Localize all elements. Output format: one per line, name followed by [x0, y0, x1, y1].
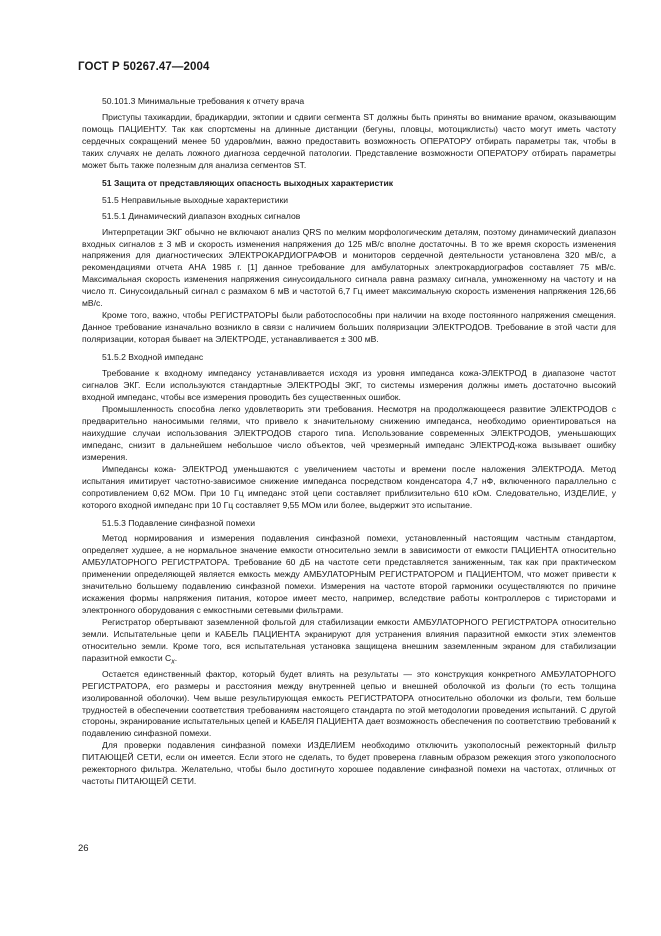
paragraph: Импедансы кожа- ЭЛЕКТРОД уменьшаются с увеличением частоты и времени после наложения ЭЛЕКТРОДА. Метод испытания имитирует частотно-зависимое снижение импеданса посредством конденсатора 4,7 нФ, включенного параллельно с сопротивлением 0,62 МОм. При 10 Гц импеданс этой цепи составляет приблизительно 610 кОм. Следовательно, ИЗДЕЛИЕ, у которого входной импеданс при 10 Гц составляет 9,55 МОм или более, выдержит это испытание. [82, 463, 616, 510]
document-body [82, 96, 616, 788]
page-number: 26 [78, 843, 89, 854]
section-heading-50-101-3: 50.101.3 Минимальные требования к отчету врача [102, 96, 305, 106]
cx-suffix: . [174, 652, 178, 663]
paragraph: Метод нормирования и измерения подавления синфазной помехи, установленный настоящим частным стандартом, определяет худшее, а не нормальное значение емкости относительно земли в зависимости от емкости ПАЦИЕНТА относительно АМБУЛАТОРНОГО РЕГИСТРАТОРА. Требование 60 дБ на частоте сети представляется заниженным, так как при практическом применении определяющей является емкость между АМБУЛАТОРНЫМ РЕГИСТРАТОРОМ и ПАЦИЕНТОМ, что может привести к значительно большему подавлению синфазной помехи. Измерения на частоте второй гармоники осуществляются по причине искажения формы напряжения питания, которое имеет место, например, вследствие работы контроллеров с тиристорами и электронного оборудования с емкостными сетевыми фильтрами. [82, 533, 616, 616]
paragraph: Интерпретации ЭКГ обычно не включают анализ QRS по мелким морфологическим деталям, поэтому динамический диапазон входных сигналов ± 3 мВ и скорость изменения напряжения до 125 мВ/с вполне достаточны. В то же время скорость изменения напряжения для диагностических ЭЛЕКТРОКАРДИОГРАФОВ и мониторов сердечной деятельности установлена 320 мВ/с, а рекомендациями отчета АНА 1985 г. [1] данное требование для амбулаторных электрокардиографов составляет 75 мВ/с. Максимальная скорость изменения напряжения синусоидального сигнала равна размаху сигнала, умноженному на частоту и на число π. Синусоидальный сигнал с размахом 6 мВ и частотой 6,7 Гц имеет максимальную скорость изменения напряжения 126,66 мВ/с. [82, 226, 616, 309]
section-heading-51: 51 Защита от представляющих опасность выходных характеристик [102, 177, 394, 188]
paragraph: Приступы тахикардии, брадикардии, эктопии и сдвиги сегмента ST должны быть приняты во внимание врачом, оказывающим помощь ПАЦИЕНТУ. Так как спортсмены на длинные дистанции (бегуны, пловцы, мотоциклисты) часто могут иметь частоту сердечных сокращений менее 50 ударов/мин, важно предоставить возможность ОПЕРАТОРУ отбирать параметры так, чтобы в таких случаях не делать ложного диагноза сердечной патологии. Представление возможности ОПЕРАТОРУ отбирать параметры может быть также полезным для анализа сегментов ST. [82, 111, 616, 170]
paragraph-text: Регистратор обертывают заземленной фольгой для стабилизации емкости АМБУЛАТОРНОГО РЕГИСТРАТОРА относительно земли. Испытательные цепи и КАБЕЛЬ ПАЦИЕНТА экранируют для устранения влияния паразитной емкости этих элементов относительно земли. Кроме того, вся испытательная установка защищена внешним заземленным экраном для стабилизации паразитной емкости C [82, 617, 616, 663]
section-heading-51-5-1: 51.5.1 Динамический диапазон входных сигналов [102, 210, 301, 221]
section-heading-51-5-3: 51.5.3 Подавление синфазной помехи [102, 517, 255, 528]
paragraph: Требование к входному импедансу устанавливается исходя из уровня импеданса кожа-ЭЛЕКТРОД в диапазоне частот сигналов ЭКГ. Если используются стандартные ЭЛЕКТРОДЫ ЭКГ, то системы измерения должны иметь достаточно высокий входной импеданс, чтобы все измерения проводить без существенных ошибок. [82, 368, 616, 402]
paragraph-with-cx [82, 617, 616, 669]
paragraph: Промышленность способна легко удовлетворить эти требования. Несмотря на продолжающееся развитие ЭЛЕКТРОДОВ с предварительно наносимыми гелями, что привело к значительному снижению импеданса, необходимо ориентироваться на наихудшие случаи использования ЭЛЕКТРОДОВ старого типа. Использование современных ЭЛЕКТРОДОВ, уменьшающих импеданс, снизит в дальнейшем небольшое число объектов, чей чрезмерный импеданс ЭЛЕКТРОД-кожа вызывает ошибку измерения. [82, 403, 616, 462]
paragraph: Кроме того, важно, чтобы РЕГИСТРАТОРЫ были работоспособны при наличии на входе постоянного напряжения смещения. Данное требование изначально возникло в связи с наличием больших поляризации ЭЛЕКТРОДОВ. Требование в этой части для поляризации, которая бывает на ЭЛЕКТРОДЕ, устанавливается ± 300 мВ. [82, 310, 616, 345]
section-heading-51-5-2: 51.5.2 Входной импеданс [102, 352, 204, 363]
standard-header: ГОСТ Р 50267.47—2004 [78, 61, 210, 73]
paragraph: Для проверки подавления синфазной помехи ИЗДЕЛИЕМ необходимо отключить узкополосный режекторный фильтр ПИТАЮЩЕЙ СЕТИ, если он имеется. Если этого не сделать, то будет проверена главным образом режекция этого узкополосного режекторного фильтра. Желательно, чтобы было достигнуто хорошее подавление синфазной помехи на частотах, отличных от частоты ПИТАЮЩЕЙ СЕТИ. [82, 740, 616, 787]
section-heading-51-5: 51.5 Неправильные выходные характеристики [102, 194, 289, 205]
cx-subscript: x [171, 658, 175, 666]
paragraph: Остается единственный фактор, который будет влиять на результаты — это конструкция конкретного АМБУЛАТОРНОГО РЕГИСТРАТОРА, его размеры и расстояния между внутренней цепью и внешней оболочкой из фольги (то есть толщина изолированной оболочки). Чем выше результирующая емкость РЕГИСТРАТОРА относительно оболочки из фольги, тем больше трудностей в обеспечении соответствия требованиям настоящего стандарта по этой методологии проведения испытаний. С другой стороны, экранирование испытательных цепей и КАБЕЛЯ ПАЦИЕНТА дает возможность обеспечения по соответствию требований к подавлению синфазной помехи. [82, 668, 616, 739]
